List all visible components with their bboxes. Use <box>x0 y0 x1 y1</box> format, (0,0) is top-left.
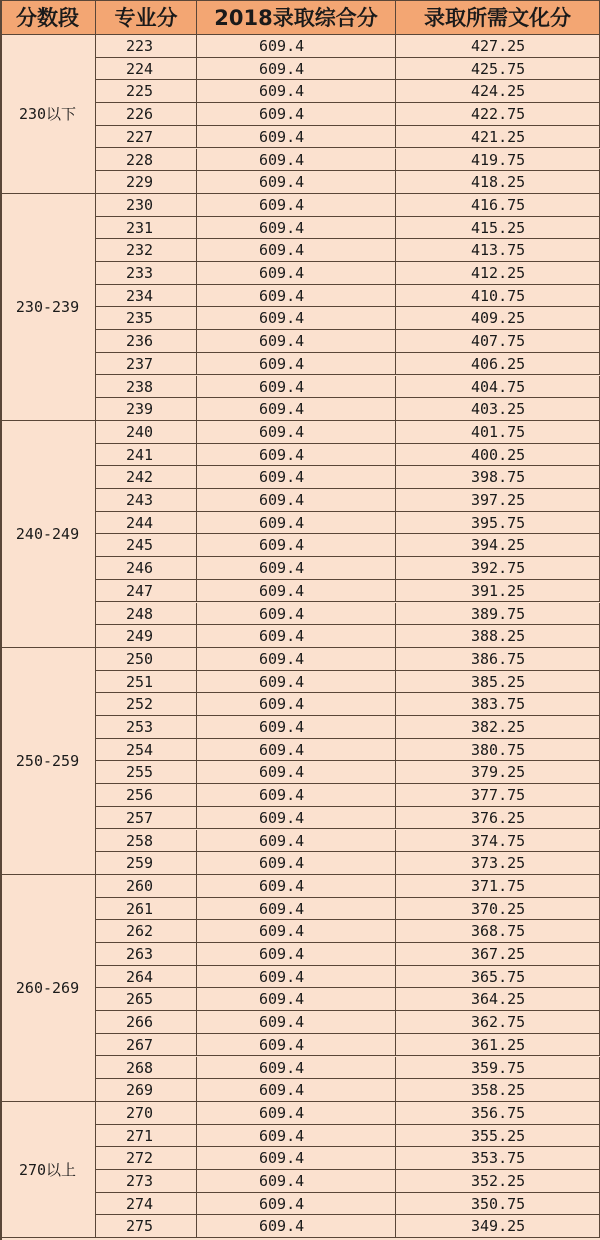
culture-score-cell: 422.75 <box>396 103 600 126</box>
major-score-cell: 246 <box>96 557 197 580</box>
major-score-cell: 229 <box>96 171 197 194</box>
culture-score-cell: 367.25 <box>396 943 600 966</box>
culture-score-cell: 412.25 <box>396 262 600 285</box>
composite-score-cell: 609.4 <box>197 376 396 399</box>
culture-score-cell: 368.75 <box>396 920 600 943</box>
major-score-cell: 232 <box>96 239 197 262</box>
composite-score-cell: 609.4 <box>197 875 396 898</box>
major-score-cell: 255 <box>96 761 197 784</box>
composite-score-cell: 609.4 <box>197 671 396 694</box>
major-score-cell: 245 <box>96 534 197 557</box>
composite-score-cell: 609.4 <box>197 285 396 308</box>
culture-score-cell: 403.25 <box>396 398 600 421</box>
culture-score-cell: 383.75 <box>396 693 600 716</box>
composite-score-cell: 609.4 <box>197 489 396 512</box>
culture-score-cell: 409.25 <box>396 307 600 330</box>
culture-score-cell: 373.25 <box>396 852 600 875</box>
major-score-cell: 237 <box>96 353 197 376</box>
major-score-cell: 242 <box>96 466 197 489</box>
culture-score-cell: 376.25 <box>396 807 600 830</box>
culture-score-cell: 424.25 <box>396 80 600 103</box>
composite-score-cell: 609.4 <box>197 217 396 240</box>
composite-score-cell: 609.4 <box>197 852 396 875</box>
composite-score-cell: 609.4 <box>197 557 396 580</box>
culture-score-cell: 385.25 <box>396 671 600 694</box>
major-score-cell: 273 <box>96 1170 197 1193</box>
culture-score-cell: 371.75 <box>396 875 600 898</box>
major-score-cell: 274 <box>96 1193 197 1216</box>
composite-score-cell: 609.4 <box>197 1193 396 1216</box>
culture-score-cell: 407.75 <box>396 330 600 353</box>
composite-score-cell: 609.4 <box>197 1102 396 1125</box>
major-score-cell: 267 <box>96 1034 197 1057</box>
header-composite-score: 2018录取综合分 <box>197 0 396 35</box>
composite-score-cell: 609.4 <box>197 466 396 489</box>
composite-score-cell: 609.4 <box>197 330 396 353</box>
culture-score-cell: 425.75 <box>396 58 600 81</box>
composite-score-cell: 609.4 <box>197 1057 396 1080</box>
composite-score-cell: 609.4 <box>197 353 396 376</box>
culture-score-cell: 352.25 <box>396 1170 600 1193</box>
major-score-cell: 271 <box>96 1125 197 1148</box>
score-range-cell: 250-259 <box>0 648 96 875</box>
major-score-cell: 256 <box>96 784 197 807</box>
culture-score-cell: 379.25 <box>396 761 600 784</box>
composite-score-cell: 609.4 <box>197 421 396 444</box>
composite-score-cell: 609.4 <box>197 239 396 262</box>
composite-score-cell: 609.4 <box>197 943 396 966</box>
major-score-cell: 230 <box>96 194 197 217</box>
major-score-cell: 265 <box>96 988 197 1011</box>
major-score-cell: 228 <box>96 149 197 172</box>
major-score-cell: 260 <box>96 875 197 898</box>
culture-score-cell: 350.75 <box>396 1193 600 1216</box>
composite-score-cell: 609.4 <box>197 398 396 421</box>
major-score-cell: 272 <box>96 1147 197 1170</box>
culture-score-cell: 392.75 <box>396 557 600 580</box>
major-score-cell: 227 <box>96 126 197 149</box>
composite-score-cell: 609.4 <box>197 80 396 103</box>
culture-score-cell: 388.25 <box>396 625 600 648</box>
culture-score-cell: 395.75 <box>396 512 600 535</box>
score-range-cell: 230-239 <box>0 194 96 421</box>
header-major-score: 专业分 <box>96 0 197 35</box>
culture-score-cell: 353.75 <box>396 1147 600 1170</box>
major-score-cell: 223 <box>96 35 197 58</box>
major-score-cell: 244 <box>96 512 197 535</box>
composite-score-cell: 609.4 <box>197 830 396 853</box>
composite-score-cell: 609.4 <box>197 1215 396 1238</box>
composite-score-cell: 609.4 <box>197 307 396 330</box>
major-score-cell: 234 <box>96 285 197 308</box>
culture-score-cell: 374.75 <box>396 830 600 853</box>
composite-score-cell: 609.4 <box>197 512 396 535</box>
composite-score-cell: 609.4 <box>197 103 396 126</box>
culture-score-cell: 404.75 <box>396 376 600 399</box>
composite-score-cell: 609.4 <box>197 194 396 217</box>
culture-score-cell: 400.25 <box>396 444 600 467</box>
culture-score-cell: 416.75 <box>396 194 600 217</box>
score-range-cell: 260-269 <box>0 875 96 1102</box>
composite-score-cell: 609.4 <box>197 1034 396 1057</box>
culture-score-cell: 380.75 <box>396 739 600 762</box>
major-score-cell: 252 <box>96 693 197 716</box>
composite-score-cell: 609.4 <box>197 149 396 172</box>
score-range-cell: 240-249 <box>0 421 96 648</box>
composite-score-cell: 609.4 <box>197 966 396 989</box>
culture-score-cell: 401.75 <box>396 421 600 444</box>
culture-score-cell: 349.25 <box>396 1215 600 1238</box>
composite-score-cell: 609.4 <box>197 716 396 739</box>
culture-score-cell: 398.75 <box>396 466 600 489</box>
major-score-cell: 226 <box>96 103 197 126</box>
major-score-cell: 241 <box>96 444 197 467</box>
major-score-cell: 248 <box>96 603 197 626</box>
culture-score-cell: 418.25 <box>396 171 600 194</box>
composite-score-cell: 609.4 <box>197 1011 396 1034</box>
major-score-cell: 236 <box>96 330 197 353</box>
composite-score-cell: 609.4 <box>197 693 396 716</box>
major-score-cell: 268 <box>96 1057 197 1080</box>
composite-score-cell: 609.4 <box>197 761 396 784</box>
major-score-cell: 249 <box>96 625 197 648</box>
major-score-cell: 243 <box>96 489 197 512</box>
major-score-cell: 231 <box>96 217 197 240</box>
major-score-cell: 270 <box>96 1102 197 1125</box>
major-score-cell: 264 <box>96 966 197 989</box>
culture-score-cell: 421.25 <box>396 126 600 149</box>
major-score-cell: 251 <box>96 671 197 694</box>
header-culture-score: 录取所需文化分 <box>396 0 600 35</box>
culture-score-cell: 365.75 <box>396 966 600 989</box>
major-score-cell: 257 <box>96 807 197 830</box>
composite-score-cell: 609.4 <box>197 580 396 603</box>
culture-score-cell: 356.75 <box>396 1102 600 1125</box>
composite-score-cell: 609.4 <box>197 784 396 807</box>
major-score-cell: 235 <box>96 307 197 330</box>
culture-score-cell: 410.75 <box>396 285 600 308</box>
score-range-cell: 230以下 <box>0 35 96 194</box>
culture-score-cell: 355.25 <box>396 1125 600 1148</box>
composite-score-cell: 609.4 <box>197 988 396 1011</box>
composite-score-cell: 609.4 <box>197 603 396 626</box>
major-score-cell: 261 <box>96 898 197 921</box>
culture-score-cell: 427.25 <box>396 35 600 58</box>
culture-score-cell: 359.75 <box>396 1057 600 1080</box>
major-score-cell: 250 <box>96 648 197 671</box>
major-score-cell: 266 <box>96 1011 197 1034</box>
culture-score-cell: 391.25 <box>396 580 600 603</box>
major-score-cell: 259 <box>96 852 197 875</box>
culture-score-cell: 415.25 <box>396 217 600 240</box>
major-score-cell: 263 <box>96 943 197 966</box>
composite-score-cell: 609.4 <box>197 35 396 58</box>
culture-score-cell: 370.25 <box>396 898 600 921</box>
culture-score-cell: 406.25 <box>396 353 600 376</box>
composite-score-cell: 609.4 <box>197 807 396 830</box>
major-score-cell: 253 <box>96 716 197 739</box>
culture-score-cell: 364.25 <box>396 988 600 1011</box>
composite-score-cell: 609.4 <box>197 1147 396 1170</box>
composite-score-cell: 609.4 <box>197 1079 396 1102</box>
composite-score-cell: 609.4 <box>197 262 396 285</box>
major-score-cell: 238 <box>96 376 197 399</box>
composite-score-cell: 609.4 <box>197 648 396 671</box>
culture-score-cell: 382.25 <box>396 716 600 739</box>
major-score-cell: 262 <box>96 920 197 943</box>
composite-score-cell: 609.4 <box>197 171 396 194</box>
major-score-cell: 224 <box>96 58 197 81</box>
composite-score-cell: 609.4 <box>197 920 396 943</box>
culture-score-cell: 394.25 <box>396 534 600 557</box>
culture-score-cell: 397.25 <box>396 489 600 512</box>
major-score-cell: 269 <box>96 1079 197 1102</box>
culture-score-cell: 362.75 <box>396 1011 600 1034</box>
composite-score-cell: 609.4 <box>197 898 396 921</box>
major-score-cell: 247 <box>96 580 197 603</box>
composite-score-cell: 609.4 <box>197 126 396 149</box>
composite-score-cell: 609.4 <box>197 444 396 467</box>
composite-score-cell: 609.4 <box>197 1125 396 1148</box>
composite-score-cell: 609.4 <box>197 625 396 648</box>
culture-score-cell: 361.25 <box>396 1034 600 1057</box>
culture-score-cell: 386.75 <box>396 648 600 671</box>
culture-score-cell: 413.75 <box>396 239 600 262</box>
composite-score-cell: 609.4 <box>197 1170 396 1193</box>
score-range-cell: 270以上 <box>0 1102 96 1238</box>
culture-score-cell: 358.25 <box>396 1079 600 1102</box>
major-score-cell: 233 <box>96 262 197 285</box>
header-score-range: 分数段 <box>0 0 96 35</box>
culture-score-cell: 377.75 <box>396 784 600 807</box>
composite-score-cell: 609.4 <box>197 739 396 762</box>
major-score-cell: 275 <box>96 1215 197 1238</box>
major-score-cell: 258 <box>96 830 197 853</box>
major-score-cell: 225 <box>96 80 197 103</box>
major-score-cell: 240 <box>96 421 197 444</box>
major-score-cell: 254 <box>96 739 197 762</box>
major-score-cell: 239 <box>96 398 197 421</box>
culture-score-cell: 389.75 <box>396 603 600 626</box>
culture-score-cell: 419.75 <box>396 149 600 172</box>
composite-score-cell: 609.4 <box>197 58 396 81</box>
composite-score-cell: 609.4 <box>197 534 396 557</box>
